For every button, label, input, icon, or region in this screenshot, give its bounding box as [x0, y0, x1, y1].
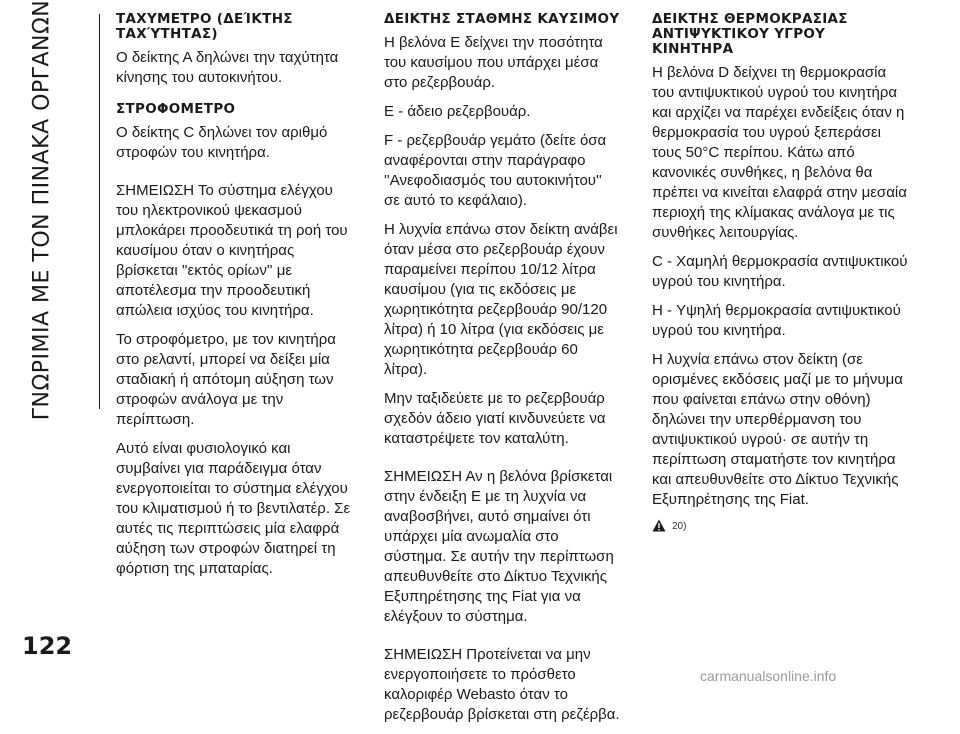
page-number: 122: [22, 632, 73, 660]
fuel-gauge-intro: Η βελόνα Ε δείχνει την ποσότητα του καυσίμου που υπάρχει μέσα στο ρεζερβουάρ.: [384, 34, 603, 91]
warning-triangle-icon: [652, 519, 666, 532]
fuel-gauge-heading: ΔΕΙΚΤΗΣ ΣΤΑΘΜΗΣ ΚΑΥΣΙΜΟΥ: [384, 11, 620, 27]
speedometer-heading: ΤΑΧΥΜΕΤΡΟ (ΔΕΊΚΤΗΣ ΤΑΧΎΤΗΤΑΣ): [116, 11, 293, 42]
coolant-gauge-intro: Η βελόνα D δείχνει τη θερμοκρασία του αντιψυκτικού υγρού του κινητήρα και αρχίζει να παρέχει ενδείξεις όταν η θερμοκρασία του υγρού ξεπεράσει τους 50°C περίπου. Κάτω από κανονικές συνθήκες, η βελόνα θα πρέπει να κινείται ελαφρά στην μεσαία περιοχή της κλίμακας ανάλογα με τις συνθήκες λειτουργίας.: [652, 64, 907, 241]
column-fuel-gauge: [384, 12, 620, 734]
chapter-side-tab: [0, 0, 84, 420]
tachometer-note-idle: Το στροφόμετρο, με τον κινητήρα στο ρελαντί, μπορεί να δείξει μία σταδιακή ή απότομη αύξηση των στροφών ανάλογα με την περίπτωση.: [116, 331, 336, 428]
footer-watermark: carmanualsonline.info: [700, 668, 837, 684]
coolant-gauge-heading: ΔΕΙΚΤΗΣ ΘΕΡΜΟΚΡΑΣΙΑΣ ΑΝΤΙΨΥΚΤΙΚΟΥ ΥΓΡΟΥ ΚΙΝΗΤΗΡΑ: [652, 11, 848, 57]
fuel-gauge-catalyst-warning: Μην ταξιδεύετε με το ρεζερβουάρ σχεδόν άδειο γιατί κινδυνεύετε να καταστρέψετε τον καταλύτη.: [384, 390, 606, 447]
chapter-title: ΓΝΩΡΙΜΙΑ ΜΕ ΤΟΝ ΠΙΝΑΚΑ ΟΡΓΑΝΩΝ: [29, 0, 55, 421]
coolant-gauge-low: C - Χαμηλή θερμοκρασία αντιψυκτικού υγρού του κινητήρα.: [652, 253, 908, 290]
speedometer-text: Ο δείκτης Α δηλώνει την ταχύτητα κίνησης του αυτοκινήτου.: [116, 49, 339, 86]
fuel-gauge-note-webasto: ΣΗΜΕΙΩΣΗ Προτείνεται να μην ενεργοποιήσετε το πρόσθετο καλοριφέρ Webasto όταν το ρεζερβουάρ βρίσκεται στη ρεζέρβα.: [384, 646, 620, 723]
tachometer-text: Ο δείκτης C δηλώνει τον αριθμό στροφών του κινητήρα.: [116, 124, 328, 161]
warning-reference-number: 20): [672, 521, 687, 532]
coolant-gauge-warning-light: Η λυχνία επάνω στον δείκτη (σε ορισμένες εκδόσεις μαζί με το μήνυμα που φαίνεται επάνω στην οθόνη) δηλώνει την υπερθέρμανση του αντιψυκτικού υγρού· σε αυτήν τη περίπτωση σταματήστε τον κινητήρα και απευθυνθείτε στο Δίκτυο Τεχνικής Εξυπηρέτησης της Fiat.: [652, 351, 903, 508]
tachometer-heading: ΣΤΡΟΦΟΜΕΤΡΟ: [116, 101, 236, 117]
fuel-gauge-full: F - ρεζερβουάρ γεμάτο (δείτε όσα αναφέρονται στην παράγραφο ''Ανεφοδιασμός του αυτοκινήτου'' σε αυτό το κεφάλαιο).: [384, 132, 607, 209]
fuel-gauge-note-fault: ΣΗΜΕΙΩΣΗ Αν η βελόνα βρίσκεται στην ένδειξη E με τη λυχνία να αναβοσβήνει, αυτό σημαίνει ότι υπάρχει μία ανωμαλία στο σύστημα. Σε αυτήν την περίπτωση απευθυνθείτε στο Δίκτυο Τεχνικής Εξυπηρέτησης της Fiat για να ελέγξουν το σύστημα.: [384, 468, 614, 625]
tachometer-note-normal: Αυτό είναι φυσιολογικό και συμβαίνει για παράδειγμα όταν ενεργοποιείται το σύστημα ελέγχου του κλιματισμού ή το βεντιλατέρ. Σε αυτές τις περιπτώσεις μία ελαφρά αύξηση των στροφών διατηρεί τη φόρτιση της μπαταρίας.: [116, 440, 351, 577]
fuel-gauge-empty: E - άδειο ρεζερβουάρ.: [384, 103, 531, 120]
coolant-gauge-high: H - Υψηλή θερμοκρασία αντιψυκτικού υγρού του κινητήρα.: [652, 302, 901, 339]
warning-reference: [652, 519, 910, 532]
column-coolant-temperature: [652, 12, 910, 532]
fuel-gauge-warning-light: Η λυχνία επάνω στον δείκτη ανάβει όταν μέσα στο ρεζερβουάρ έχουν παραμείνει περίπου 10/12 λίτρα καυσίμου (για τις εκδόσεις με χωρητικότητα ρεζερβουάρ 90/120 λίτρα) ή 10 λίτρα (για εκδόσεις με χωρητικότητα ρεζερβουάρ 60 λίτρα).: [384, 221, 618, 378]
tachometer-note-injection: ΣΗΜΕΙΩΣΗ Το σύστημα ελέγχου του ηλεκτρονικού ψεκασμού μπλοκάρει προοδευτικά τη ροή του καυσίμου όταν ο κινητήρας βρίσκεται ''εκτός ορίων'' με αποτέλεσμα την προοδευτική απώλεια ισχύος του κινητήρα.: [116, 182, 348, 319]
column-speedometer: [116, 12, 352, 588]
chapter-divider-line: [99, 14, 100, 409]
